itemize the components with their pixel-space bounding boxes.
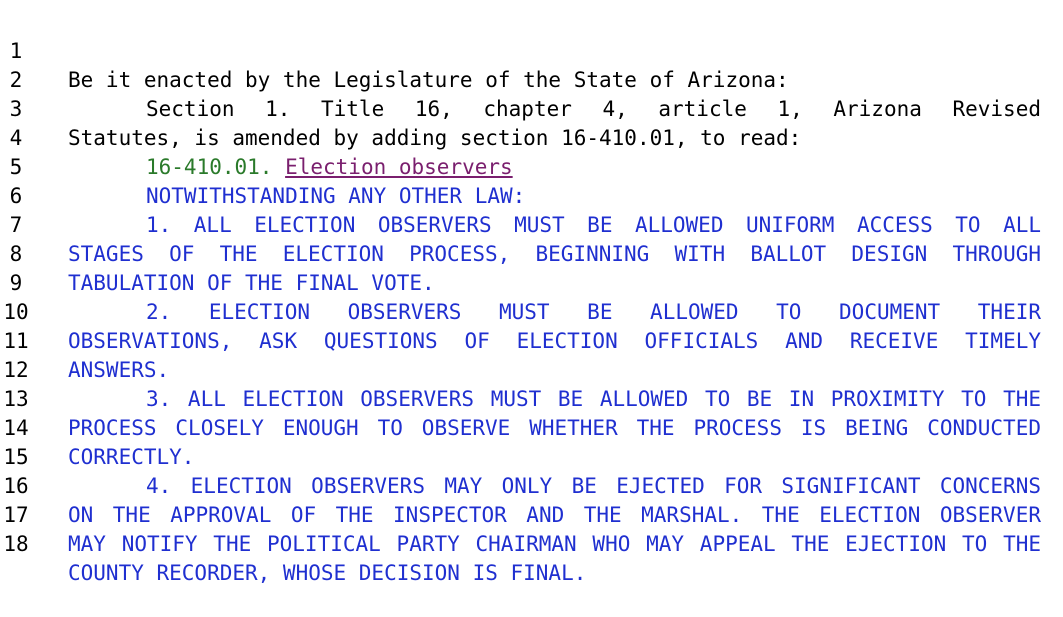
paragraph-2: 2. ELECTION OBSERVERS MUST BE ALLOWED TO DOCUMENT THEIR [146, 300, 1041, 324]
line-number: 18 [3, 532, 29, 556]
line-number: 5 [9, 155, 23, 179]
paragraph-2-end: ANSWERS. [68, 358, 170, 382]
paragraph-3-cont: PROCESS CLOSELY ENOUGH TO OBSERVE WHETHER THE PROCESS IS BEING CONDUCTED [68, 416, 1041, 440]
paragraph-4-cont: ON THE APPROVAL OF THE INSPECTOR AND THE MARSHAL. THE ELECTION OBSERVER [68, 503, 1041, 527]
line-number: 4 [9, 126, 23, 150]
line-number: 12 [3, 358, 29, 382]
paragraph-4: 4. ELECTION OBSERVERS MAY ONLY BE EJECTED FOR SIGNIFICANT CONCERNS [146, 474, 1041, 498]
bill-line [0, 8, 1063, 92]
line-number: 3 [9, 97, 23, 121]
paragraph-1-cont: STAGES OF THE ELECTION PROCESS, BEGINNING WITH BALLOT DESIGN THROUGH [68, 242, 1041, 266]
paragraph-3-end: CORRECTLY. [68, 445, 195, 469]
line-number: 9 [9, 271, 23, 295]
line-number: 7 [9, 213, 23, 237]
line-number: 16 [3, 474, 29, 498]
paragraph-1-end: TABULATION OF THE FINAL VOTE. [68, 271, 435, 295]
line-number: 1 [9, 39, 23, 63]
paragraph-4-cont-2: MAY NOTIFY THE POLITICAL PARTY CHAIRMAN WHO MAY APPEAL THE EJECTION TO THE [68, 532, 1041, 556]
line-number: 15 [3, 445, 29, 469]
paragraph-1: 1. ALL ELECTION OBSERVERS MUST BE ALLOWED UNIFORM ACCESS TO ALL [146, 213, 1041, 237]
line-number: 6 [9, 184, 23, 208]
line-number: 14 [3, 416, 29, 440]
paragraph-3: 3. ALL ELECTION OBSERVERS MUST BE ALLOWED TO BE IN PROXIMITY TO THE [146, 387, 1041, 411]
enacting-clause: Be it enacted by the Legislature of the State of Arizona: [68, 68, 789, 92]
line-number: 2 [9, 68, 23, 92]
paragraph-2-cont: OBSERVATIONS, ASK QUESTIONS OF ELECTION OFFICIALS AND RECEIVE TIMELY [68, 329, 1041, 353]
section-intro: Section 1. Title 16, chapter 4, article 1, Arizona Revised [146, 97, 1041, 121]
section-number: 16-410.01. [146, 155, 273, 179]
paragraph-4-end: COUNTY RECORDER, WHOSE DECISION IS FINAL. [68, 561, 587, 585]
line-number: 8 [9, 242, 23, 266]
line-number: 11 [3, 329, 29, 353]
line-number: 17 [3, 503, 29, 527]
section-heading: Election observers [285, 155, 513, 179]
line-number: 10 [3, 300, 29, 324]
line-number: 13 [3, 387, 29, 411]
section-intro-cont: Statutes, is amended by adding section 16-410.01, to read: [68, 126, 802, 150]
preamble-clause: NOTWITHSTANDING ANY OTHER LAW: [146, 184, 526, 208]
